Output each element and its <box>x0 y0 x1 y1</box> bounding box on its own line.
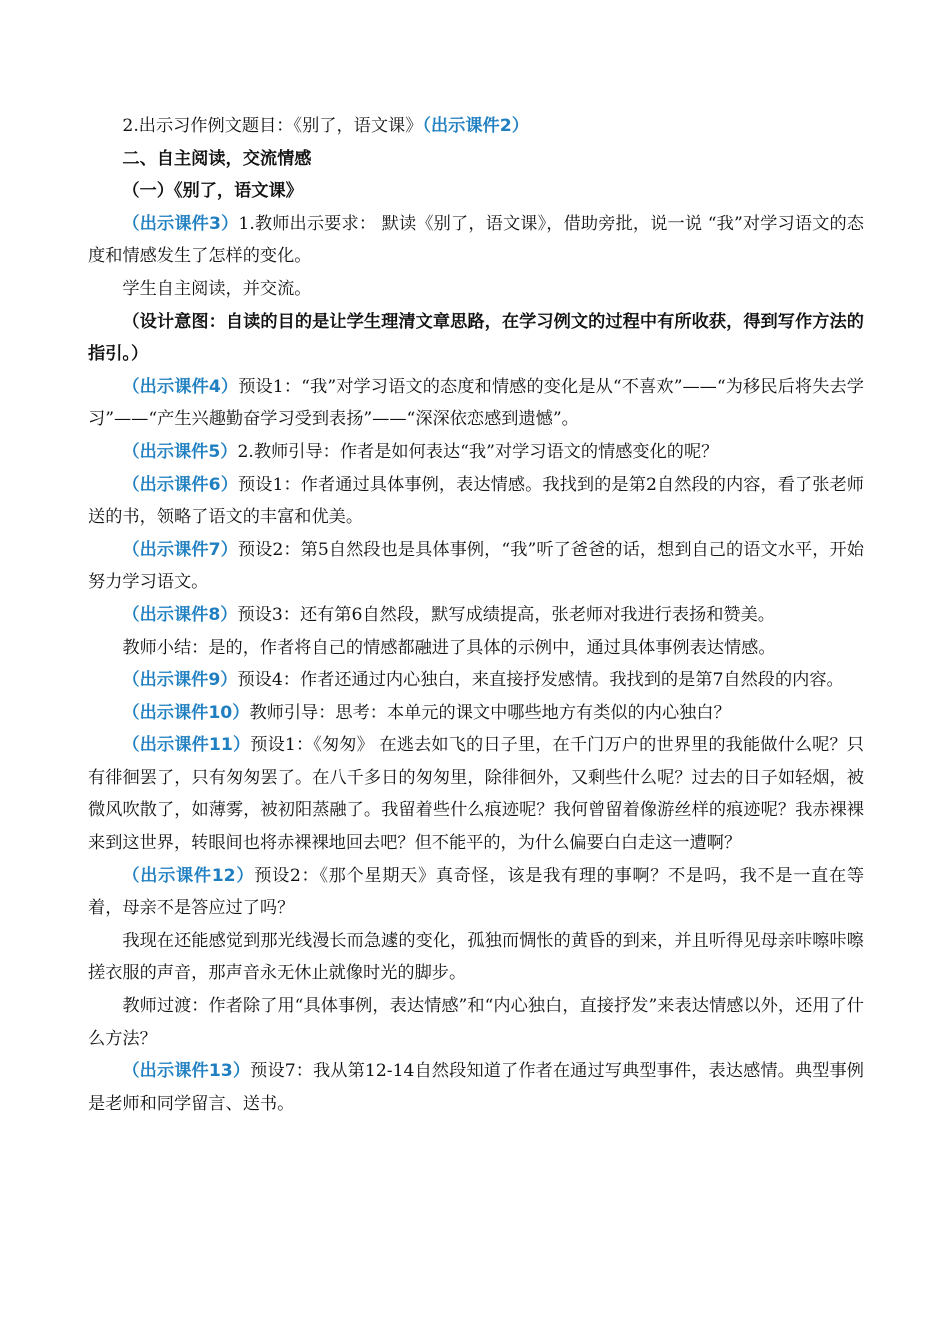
paragraph-text: 教师小结：是的，作者将自己的情感都融进了具体的示例中，通过具体事例表达情感。 <box>122 637 776 658</box>
courseware-tag: （出示课件6） <box>122 474 238 495</box>
paragraph <box>88 534 864 599</box>
paragraph-text: 1.教师出示要求： 默读《别了，语文课》，借助旁批，说一说 “我”对学习语文的态度和情感发生了怎样的变化。 <box>88 213 864 267</box>
paragraph <box>88 664 864 697</box>
paragraph <box>88 729 864 859</box>
courseware-tag: （出示课件8） <box>122 604 238 625</box>
courseware-tag: （出示课件2） <box>422 116 529 136</box>
paragraph <box>88 371 864 436</box>
paragraph-text: 预设3：还有第6自然段，默写成绩提高，张老师对我进行表扬和赞美。 <box>237 604 775 625</box>
paragraph-text: 预设4：作者还通过内心独白，来直接抒发感情。我找到的是第7自然段的内容。 <box>237 670 844 691</box>
paragraph <box>88 436 864 469</box>
paragraph-text: 预设1：《匆匆》 在逃去如飞的日子里，在千门万户的世界里的我能做什么呢？只有徘徊罢了，只有匆匆罢了。在八千多日的匆匆里，除徘徊外，又剩些什么呢？过去的日子如轻烟，被微风吹散了，如薄雾，被初阳蒸融了。我留着些什么痕迹呢？我何曾留着像游丝样的痕迹呢？我赤裸裸来到这世界，转眼间也将赤裸裸地回去吧？但不能平的，为什么偏要白白走这一遭啊？ <box>88 735 864 854</box>
subsection-heading: （一）《别了，语文课》 <box>122 181 303 202</box>
paragraph-text: 学生自主阅读，并交流。 <box>122 278 312 299</box>
paragraph <box>88 860 864 925</box>
courseware-tag: （出示课件11） <box>122 735 251 756</box>
courseware-tag: （出示课件5） <box>122 441 238 462</box>
courseware-tag: （出示课件4） <box>122 376 239 397</box>
paragraph <box>88 208 864 273</box>
paragraph-text: 预设7：我从第12-14自然段知道了作者在通过写典型事件，表达感情。典型事例是老师和同学留言、送书。 <box>88 1061 864 1114</box>
paragraph-text: 我现在还能感觉到那光线漫长而急遽的变化，孤独而惆怅的黄昏的到来，并且听得见母亲咔嚓咔嚓搓衣服的声音，那声音永无休止就像时光的脚步。 <box>88 930 864 984</box>
paragraph-text: 2.教师引导：作者是如何表达“我”对学习语文的情感变化的呢？ <box>237 441 719 462</box>
paragraph <box>88 469 864 534</box>
paragraph <box>88 697 864 730</box>
paragraph <box>88 1055 864 1120</box>
paragraph-text: 教师引导：思考：本单元的课文中哪些地方有类似的内心独白？ <box>249 702 731 723</box>
paragraph <box>88 599 864 632</box>
courseware-tag: （出示课件12） <box>122 865 255 886</box>
courseware-tag: （出示课件3） <box>122 213 239 234</box>
section-heading: 二、自主阅读，交流情感 <box>122 148 312 169</box>
paragraph-text: 预设1：作者通过具体事例，表达情感。我找到的是第2自然段的内容，看了张老师送的书，领略了语文的丰富和优美。 <box>88 474 864 528</box>
paragraph-text: 预设2：《那个星期天》真奇怪，该是我有理的事啊？不是吗，我不是一直在等着，母亲不是答应过了吗？ <box>88 865 865 919</box>
paragraph <box>88 925 864 990</box>
document-page <box>88 110 864 1120</box>
courseware-tag: （出示课件13） <box>122 1061 251 1082</box>
paragraph-text: 预设1：“我”对学习语文的态度和情感的变化是从“不喜欢”——“为移民后将失去学习”——“产生兴趣勤奋学习受到表扬”——“深深依恋感到遗憾”。 <box>88 376 864 430</box>
paragraph-text: 教师过渡：作者除了用“具体事例，表达情感”和“内心独白，直接抒发”来表达情感以外，还用了什么方法？ <box>88 996 864 1049</box>
design-intent: （设计意图：自读的目的是让学生理清文章思路，在学习例文的过程中有所收获，得到写作方法的指引。） <box>88 311 864 365</box>
courseware-tag: （出示课件10） <box>122 702 250 723</box>
paragraph-text: 预设2：第5自然段也是具体事例，“我”听了爸爸的话，想到自己的语文水平，开始努力学习语文。 <box>88 539 864 593</box>
paragraph <box>88 273 864 306</box>
paragraph <box>88 990 864 1055</box>
paragraph-text: 2.出示习作例文题目：《别了，语文课》 <box>122 116 423 136</box>
paragraph <box>88 110 864 143</box>
paragraph <box>88 632 864 665</box>
courseware-tag: （出示课件9） <box>122 670 238 691</box>
courseware-tag: （出示课件7） <box>122 539 238 560</box>
